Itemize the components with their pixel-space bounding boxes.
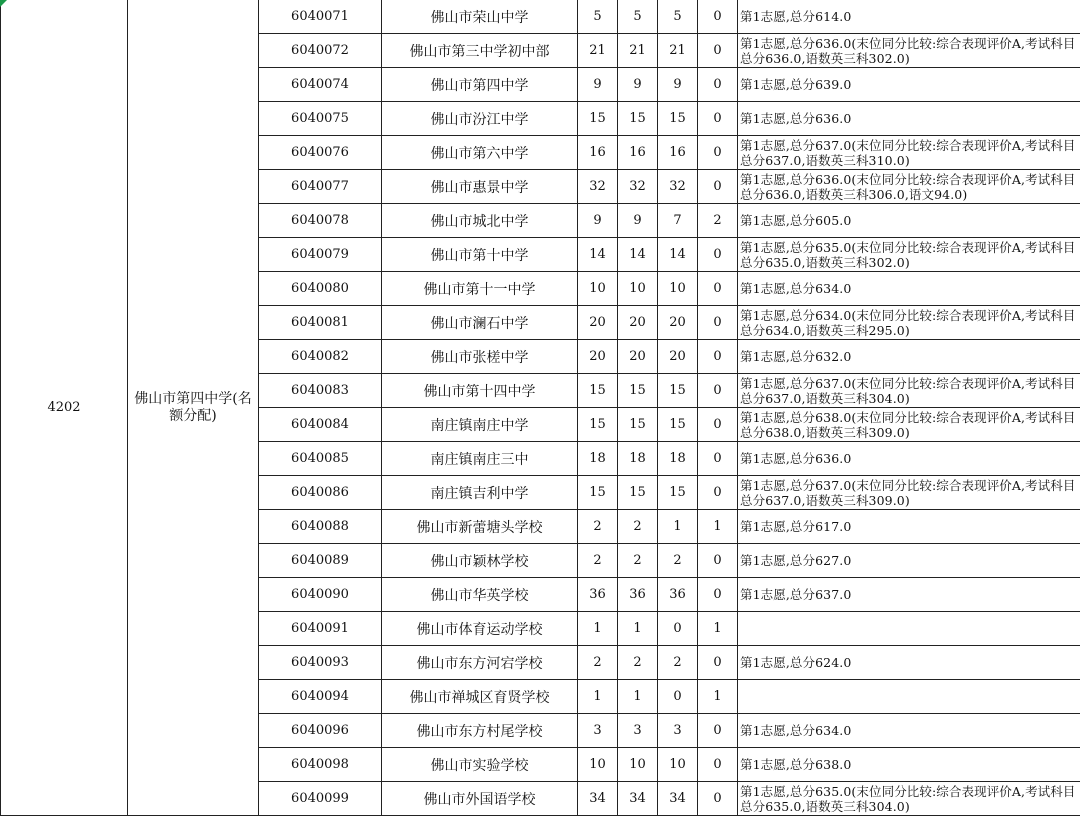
quota-actual-cell: 15 xyxy=(618,476,658,510)
school-code-cell: 6040083 xyxy=(259,374,382,408)
school-code-cell: 6040071 xyxy=(259,0,382,34)
quota-actual-cell: 2 xyxy=(618,544,658,578)
admitted-count-cell: 7 xyxy=(658,204,698,238)
remark-cell: 第1志愿,总分637.0(末位同分比较:综合表现评价A,考试科目总分637.0,语数英三科304.0) xyxy=(738,374,1080,408)
remark-cell: 第1志愿,总分624.0 xyxy=(738,646,1080,680)
remaining-count-cell: 0 xyxy=(698,476,738,510)
quota-actual-cell: 34 xyxy=(618,782,658,816)
quota-plan-cell: 2 xyxy=(578,544,618,578)
quota-plan-cell: 20 xyxy=(578,306,618,340)
remark-cell: 第1志愿,总分635.0(末位同分比较:综合表现评价A,考试科目总分635.0,语数英三科302.0) xyxy=(738,238,1080,272)
quota-plan-cell: 34 xyxy=(578,782,618,816)
school-code-cell: 6040072 xyxy=(259,34,382,68)
remaining-count-cell: 1 xyxy=(698,510,738,544)
quota-plan-cell: 10 xyxy=(578,272,618,306)
quota-plan-cell: 36 xyxy=(578,578,618,612)
admitted-count-cell: 14 xyxy=(658,238,698,272)
admitted-count-cell: 5 xyxy=(658,0,698,34)
quota-plan-cell: 2 xyxy=(578,646,618,680)
quota-plan-cell: 2 xyxy=(578,510,618,544)
quota-actual-cell: 20 xyxy=(618,306,658,340)
admitted-count-cell: 32 xyxy=(658,170,698,204)
group-name: 佛山市第四中学(名额分配) xyxy=(134,390,252,424)
admitted-count-cell: 1 xyxy=(658,510,698,544)
school-code-cell: 6040084 xyxy=(259,408,382,442)
admitted-count-cell: 21 xyxy=(658,34,698,68)
school-name-cell: 佛山市第三中学初中部 xyxy=(382,34,578,68)
remaining-count-cell: 0 xyxy=(698,238,738,272)
quota-plan-cell: 1 xyxy=(578,612,618,646)
remark-cell: 第1志愿,总分605.0 xyxy=(738,204,1080,238)
quota-actual-cell: 9 xyxy=(618,68,658,102)
remark-cell: 第1志愿,总分637.0 xyxy=(738,578,1080,612)
admitted-count-cell: 36 xyxy=(658,578,698,612)
remaining-count-cell: 1 xyxy=(698,680,738,714)
remaining-count-cell: 0 xyxy=(698,408,738,442)
remaining-count-cell: 0 xyxy=(698,102,738,136)
school-code-cell: 6040074 xyxy=(259,68,382,102)
school-name-cell: 佛山市城北中学 xyxy=(382,204,578,238)
remark-cell xyxy=(738,680,1080,714)
quota-plan-cell: 15 xyxy=(578,374,618,408)
quota-actual-cell: 10 xyxy=(618,748,658,782)
remaining-count-cell: 0 xyxy=(698,306,738,340)
admitted-count-cell: 18 xyxy=(658,442,698,476)
remaining-count-cell: 0 xyxy=(698,272,738,306)
batch-code-cell: 4202 xyxy=(1,0,128,816)
quota-actual-cell: 36 xyxy=(618,578,658,612)
school-name-cell: 佛山市东方村尾学校 xyxy=(382,714,578,748)
remark-cell: 第1志愿,总分634.0 xyxy=(738,714,1080,748)
quota-plan-cell: 9 xyxy=(578,68,618,102)
school-code-cell: 6040082 xyxy=(259,340,382,374)
quota-actual-cell: 32 xyxy=(618,170,658,204)
school-code-cell: 6040090 xyxy=(259,578,382,612)
school-name-cell: 佛山市第六中学 xyxy=(382,136,578,170)
remark-cell: 第1志愿,总分627.0 xyxy=(738,544,1080,578)
admitted-count-cell: 10 xyxy=(658,272,698,306)
school-code-cell: 6040099 xyxy=(259,782,382,816)
admitted-count-cell: 20 xyxy=(658,340,698,374)
school-name-cell: 南庄镇南庄中学 xyxy=(382,408,578,442)
table-body xyxy=(1,0,1080,816)
school-name-cell: 佛山市第十一中学 xyxy=(382,272,578,306)
remark-cell xyxy=(738,612,1080,646)
quota-actual-cell: 5 xyxy=(618,0,658,34)
school-code-cell: 6040077 xyxy=(259,170,382,204)
quota-actual-cell: 18 xyxy=(618,442,658,476)
admitted-count-cell: 34 xyxy=(658,782,698,816)
quota-actual-cell: 3 xyxy=(618,714,658,748)
school-code-cell: 6040086 xyxy=(259,476,382,510)
quota-plan-cell: 10 xyxy=(578,748,618,782)
remark-cell: 第1志愿,总分634.0 xyxy=(738,272,1080,306)
quota-plan-cell: 20 xyxy=(578,340,618,374)
school-name-cell: 佛山市实验学校 xyxy=(382,748,578,782)
school-name-cell: 佛山市外国语学校 xyxy=(382,782,578,816)
quota-actual-cell: 15 xyxy=(618,374,658,408)
admitted-count-cell: 2 xyxy=(658,544,698,578)
school-code-cell: 6040075 xyxy=(259,102,382,136)
remark-cell: 第1志愿,总分638.0 xyxy=(738,748,1080,782)
remaining-count-cell: 0 xyxy=(698,714,738,748)
school-name-cell: 佛山市新蕾塘头学校 xyxy=(382,510,578,544)
admitted-count-cell: 2 xyxy=(658,646,698,680)
school-name-cell: 佛山市澜石中学 xyxy=(382,306,578,340)
school-code-cell: 6040080 xyxy=(259,272,382,306)
school-code-cell: 6040093 xyxy=(259,646,382,680)
quota-plan-cell: 15 xyxy=(578,476,618,510)
quota-actual-cell: 20 xyxy=(618,340,658,374)
remark-cell: 第1志愿,总分636.0(末位同分比较:综合表现评价A,考试科目总分636.0,语数英三科306.0,语文94.0) xyxy=(738,170,1080,204)
group-name-cell xyxy=(128,0,259,816)
remark-cell: 第1志愿,总分617.0 xyxy=(738,510,1080,544)
school-name-cell: 佛山市第十中学 xyxy=(382,238,578,272)
remark-cell: 第1志愿,总分636.0(末位同分比较:综合表现评价A,考试科目总分636.0,语数英三科302.0) xyxy=(738,34,1080,68)
admitted-count-cell: 16 xyxy=(658,136,698,170)
remaining-count-cell: 0 xyxy=(698,782,738,816)
remaining-count-cell: 0 xyxy=(698,646,738,680)
quota-plan-cell: 1 xyxy=(578,680,618,714)
quota-actual-cell: 9 xyxy=(618,204,658,238)
school-code-cell: 6040081 xyxy=(259,306,382,340)
school-name-cell: 佛山市荣山中学 xyxy=(382,0,578,34)
school-name-cell: 佛山市汾江中学 xyxy=(382,102,578,136)
remark-cell: 第1志愿,总分637.0(末位同分比较:综合表现评价A,考试科目总分637.0,语数英三科310.0) xyxy=(738,136,1080,170)
remark-cell: 第1志愿,总分636.0 xyxy=(738,442,1080,476)
remark-cell: 第1志愿,总分614.0 xyxy=(738,0,1080,34)
corner-marker xyxy=(0,0,7,7)
remaining-count-cell: 0 xyxy=(698,374,738,408)
remaining-count-cell: 0 xyxy=(698,68,738,102)
school-code-cell: 6040076 xyxy=(259,136,382,170)
quota-actual-cell: 14 xyxy=(618,238,658,272)
school-code-cell: 6040088 xyxy=(259,510,382,544)
admitted-count-cell: 0 xyxy=(658,680,698,714)
remaining-count-cell: 2 xyxy=(698,204,738,238)
remaining-count-cell: 0 xyxy=(698,442,738,476)
quota-actual-cell: 2 xyxy=(618,646,658,680)
school-name-cell: 佛山市东方河宕学校 xyxy=(382,646,578,680)
school-name-cell: 佛山市禅城区育贤学校 xyxy=(382,680,578,714)
remark-cell: 第1志愿,总分639.0 xyxy=(738,68,1080,102)
quota-plan-cell: 16 xyxy=(578,136,618,170)
quota-plan-cell: 14 xyxy=(578,238,618,272)
quota-plan-cell: 21 xyxy=(578,34,618,68)
quota-actual-cell: 1 xyxy=(618,612,658,646)
admitted-count-cell: 15 xyxy=(658,476,698,510)
school-code-cell: 6040098 xyxy=(259,748,382,782)
quota-actual-cell: 15 xyxy=(618,102,658,136)
quota-plan-cell: 3 xyxy=(578,714,618,748)
admitted-count-cell: 0 xyxy=(658,612,698,646)
school-code-cell: 6040078 xyxy=(259,204,382,238)
remark-cell: 第1志愿,总分638.0(末位同分比较:综合表现评价A,考试科目总分638.0,语数英三科309.0) xyxy=(738,408,1080,442)
remark-cell: 第1志愿,总分636.0 xyxy=(738,102,1080,136)
quota-actual-cell: 1 xyxy=(618,680,658,714)
remark-cell: 第1志愿,总分637.0(末位同分比较:综合表现评价A,考试科目总分637.0,语数英三科309.0) xyxy=(738,476,1080,510)
remaining-count-cell: 0 xyxy=(698,0,738,34)
quota-plan-cell: 32 xyxy=(578,170,618,204)
remaining-count-cell: 0 xyxy=(698,170,738,204)
remark-cell: 第1志愿,总分634.0(末位同分比较:综合表现评价A,考试科目总分634.0,语数英三科295.0) xyxy=(738,306,1080,340)
remark-cell: 第1志愿,总分632.0 xyxy=(738,340,1080,374)
school-name-cell: 佛山市第四中学 xyxy=(382,68,578,102)
quota-plan-cell: 15 xyxy=(578,102,618,136)
school-code-cell: 6040085 xyxy=(259,442,382,476)
school-name-cell: 佛山市颖林学校 xyxy=(382,544,578,578)
admitted-count-cell: 15 xyxy=(658,102,698,136)
school-name-cell: 佛山市张槎中学 xyxy=(382,340,578,374)
admitted-count-cell: 20 xyxy=(658,306,698,340)
remaining-count-cell: 0 xyxy=(698,544,738,578)
remaining-count-cell: 1 xyxy=(698,612,738,646)
admitted-count-cell: 15 xyxy=(658,374,698,408)
admitted-count-cell: 10 xyxy=(658,748,698,782)
school-name-cell: 佛山市惠景中学 xyxy=(382,170,578,204)
remaining-count-cell: 0 xyxy=(698,136,738,170)
admitted-count-cell: 3 xyxy=(658,714,698,748)
quota-actual-cell: 16 xyxy=(618,136,658,170)
quota-plan-cell: 9 xyxy=(578,204,618,238)
school-name-cell: 佛山市体育运动学校 xyxy=(382,612,578,646)
school-name-cell: 南庄镇吉利中学 xyxy=(382,476,578,510)
remark-cell: 第1志愿,总分635.0(末位同分比较:综合表现评价A,考试科目总分635.0,语数英三科304.0) xyxy=(738,782,1080,816)
remaining-count-cell: 0 xyxy=(698,578,738,612)
quota-plan-cell: 5 xyxy=(578,0,618,34)
table-row xyxy=(1,0,1080,34)
school-code-cell: 6040091 xyxy=(259,612,382,646)
school-code-cell: 6040079 xyxy=(259,238,382,272)
school-name-cell: 南庄镇南庄三中 xyxy=(382,442,578,476)
quota-actual-cell: 10 xyxy=(618,272,658,306)
quota-plan-cell: 18 xyxy=(578,442,618,476)
quota-actual-cell: 21 xyxy=(618,34,658,68)
quota-actual-cell: 15 xyxy=(618,408,658,442)
school-code-cell: 6040096 xyxy=(259,714,382,748)
school-code-cell: 6040094 xyxy=(259,680,382,714)
admitted-count-cell: 9 xyxy=(658,68,698,102)
school-name-cell: 佛山市第十四中学 xyxy=(382,374,578,408)
remaining-count-cell: 0 xyxy=(698,748,738,782)
remaining-count-cell: 0 xyxy=(698,340,738,374)
school-code-cell: 6040089 xyxy=(259,544,382,578)
quota-actual-cell: 2 xyxy=(618,510,658,544)
remaining-count-cell: 0 xyxy=(698,34,738,68)
admitted-count-cell: 15 xyxy=(658,408,698,442)
school-name-cell: 佛山市华英学校 xyxy=(382,578,578,612)
quota-plan-cell: 15 xyxy=(578,408,618,442)
